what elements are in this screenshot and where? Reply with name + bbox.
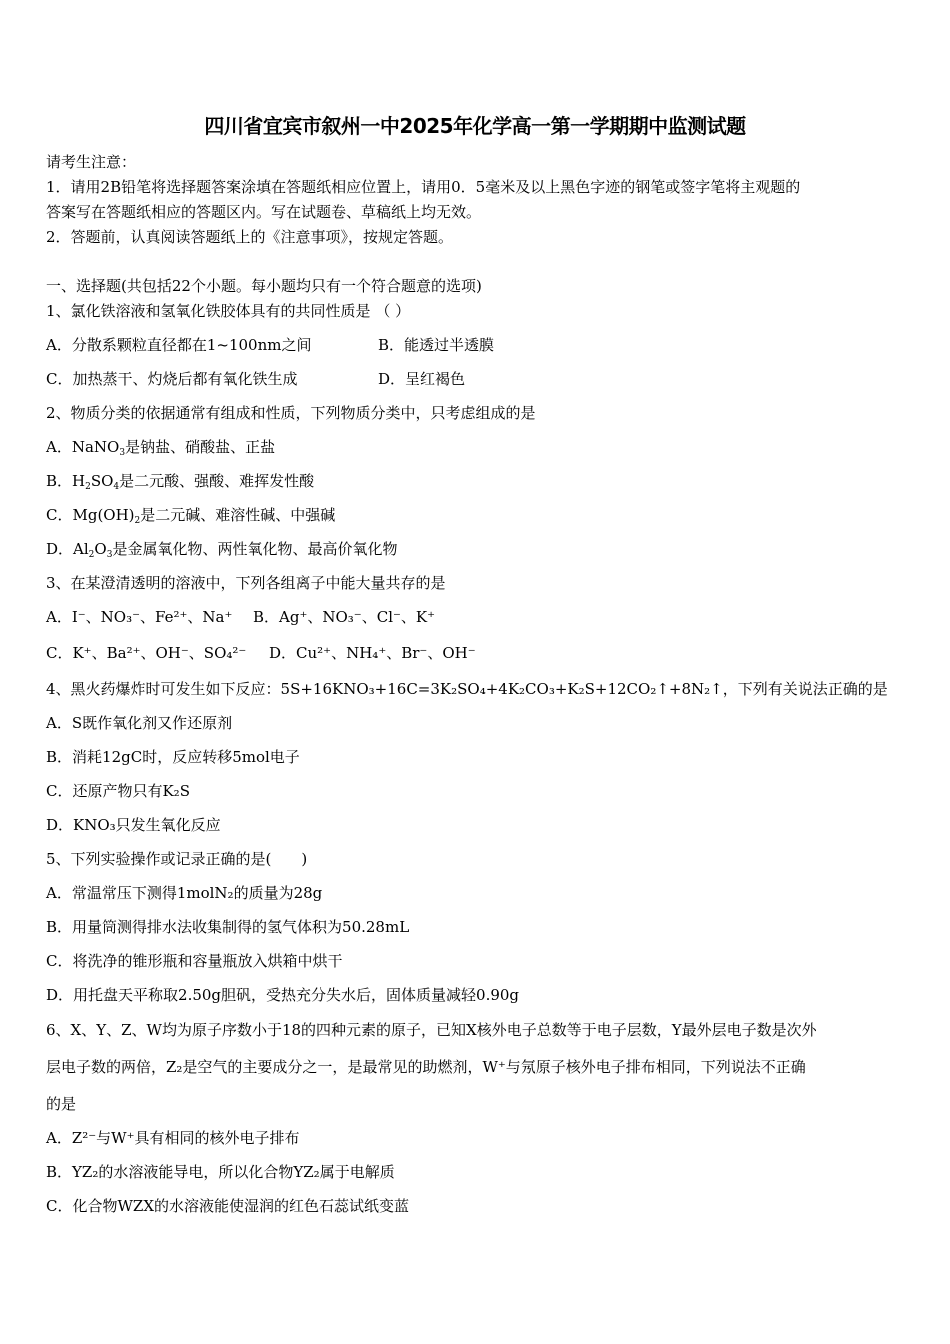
- q3-option-c: C．K⁺、Ba²⁺、OH⁻、SO₄²⁻: [46, 644, 247, 662]
- q3-option-d: D．Cu²⁺、NH₄⁺、Br⁻、OH⁻: [269, 644, 476, 662]
- q5-stem: 5、下列实验操作或记录正确的是( ): [46, 850, 308, 868]
- q3-options-ab: [46, 607, 436, 627]
- q5-option-b: B．用量筒测得排水法收集制得的氢气体积为50.28mL: [46, 918, 410, 936]
- q1-options-ab: [46, 335, 495, 355]
- exam-title: 四川省宜宾市叙州一中2025年化学高一第一学期期中监测试题: [204, 114, 746, 138]
- q6-option-c: C．化合物WZX的水溶液能使湿润的红色石蕊试纸变蓝: [46, 1197, 409, 1215]
- q3-options-cd: [46, 643, 476, 663]
- q3-option-b: B．Ag⁺、NO₃⁻、Cl⁻、K⁺: [253, 608, 436, 626]
- q4-option-b: B．消耗12gC时，反应转移5mol电子: [46, 748, 300, 766]
- q6-option-b: B．YZ₂的水溶液能导电，所以化合物YZ₂属于电解质: [46, 1163, 395, 1181]
- q3-option-a: A．I⁻、NO₃⁻、Fe²⁺、Na⁺: [46, 608, 233, 626]
- q2-stem: 2、物质分类的依据通常有组成和性质，下列物质分类中，只考虑组成的是: [46, 404, 536, 422]
- section-heading: 一、选择题(共包括22个小题。每小题均只有一个符合题意的选项): [46, 277, 482, 295]
- q5-option-d: D．用托盘天平称取2.50g胆矾，受热充分失水后，固体质量减轻0.90g: [46, 986, 520, 1004]
- notice-item-1-line-2: 答案写在答题纸相应的答题区内。写在试题卷、草稿纸上均无效。: [46, 203, 482, 221]
- q6-stem-line-1: 6、X、Y、Z、W均为原子序数小于18的四种元素的原子，已知X核外电子总数等于电子层数，Y最外层电子数是次外: [46, 1021, 817, 1039]
- q4-option-d: D．KNO₃只发生氧化反应: [46, 816, 221, 834]
- q5-option-c: C．将洗净的锥形瓶和容量瓶放入烘箱中烘干: [46, 952, 343, 970]
- notice-heading: 请考生注意：: [46, 153, 137, 171]
- q1-option-c: C．加热蒸干、灼烧后都有氧化铁生成: [46, 370, 298, 388]
- q4-option-c: C．还原产物只有K₂S: [46, 782, 190, 800]
- q5-option-a: A．常温常压下测得1molN₂的质量为28g: [46, 884, 323, 902]
- q2-option-a: A．NaNO$_3$是钠盐、硝酸盐、正盐: [46, 438, 276, 458]
- q3-stem: 3、在某澄清透明的溶液中，下列各组离子中能大量共存的是: [46, 574, 446, 592]
- q1-option-d: D．呈红褐色: [378, 370, 466, 388]
- q2-option-d: D．$Al_2O_3$是金属氧化物、两性氧化物、最高价氧化物: [46, 540, 398, 560]
- q4-stem: 4、黑火药爆炸时可发生如下反应：5S+16KNO₃+16C=3K₂SO₄+4K₂CO₃+K₂S+12CO₂↑+8N₂↑，下列有关说法正确的是: [46, 680, 888, 698]
- q6-stem-line-3: 的是: [46, 1095, 77, 1113]
- q1-option-b: B．能透过半透膜: [378, 336, 495, 354]
- q1-stem: 1、氯化铁溶液和氢氧化铁胶体具有的共同性质是 （ ）: [46, 302, 411, 320]
- q6-option-a: A．Z²⁻与W⁺具有相同的核外电子排布: [46, 1129, 300, 1147]
- q1-option-a: A．分散系颗粒直径都在1~100nm之间: [46, 336, 312, 354]
- q2-option-c: C．$Mg(OH)_2$是二元碱、难溶性碱、中强碱: [46, 506, 336, 526]
- q1-options-cd: [46, 369, 466, 389]
- q2-option-b: B．$H_2SO_4$是二元酸、强酸、难挥发性酸: [46, 472, 315, 492]
- q6-stem-line-2: 层电子数的两倍，Z₂是空气的主要成分之一，是最常见的助燃剂，W⁺与氖原子核外电子排布相同，下列说法不正确: [46, 1058, 806, 1076]
- notice-item-1-line-1: 1．请用2B铅笔将选择题答案涂填在答题纸相应位置上，请用0．5毫米及以上黑色字迹的钢笔或签字笔将主观题的: [46, 178, 801, 196]
- notice-item-2: 2．答题前，认真阅读答题纸上的《注意事项》，按规定答题。: [46, 228, 454, 246]
- q4-option-a: A．S既作氧化剂又作还原剂: [46, 714, 233, 732]
